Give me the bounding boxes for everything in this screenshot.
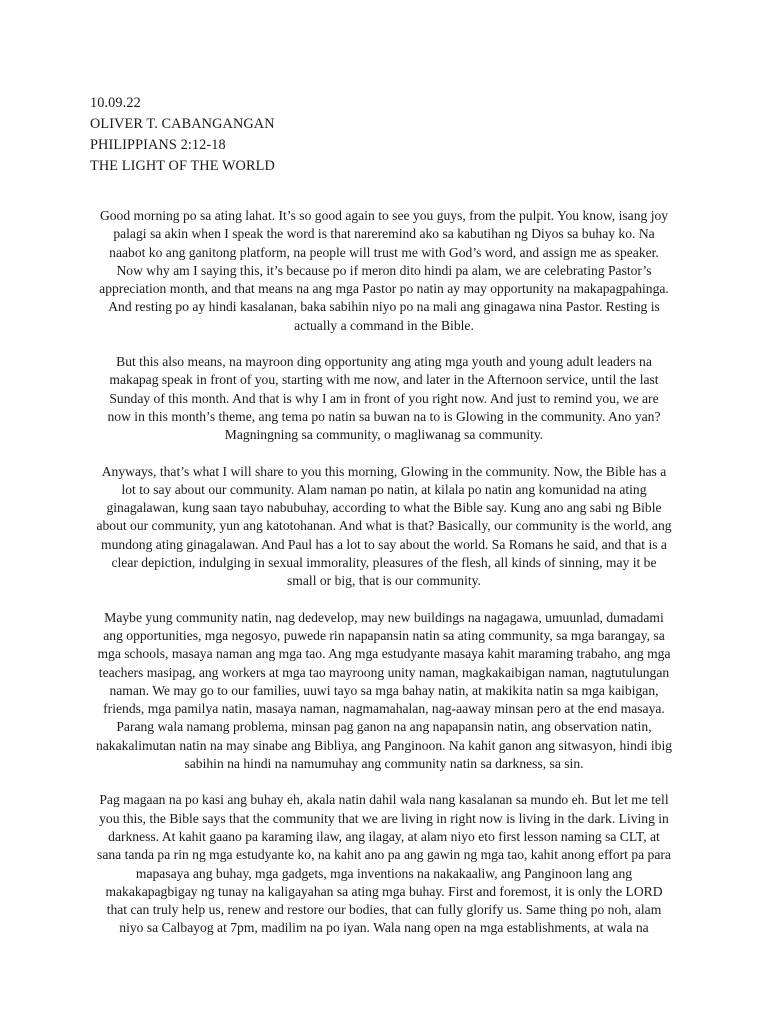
paragraph-line: makakapagbigay ng tunay na kaligayahan sa ating mga buhay. First and foremost, it is only the LORD xyxy=(105,883,663,899)
paragraph-line: naman. We may go to our families, uuwi tayo sa mga bahay natin, at makikita natin sa mga kaibigan, xyxy=(109,682,659,698)
paragraph-line: appreciation month, and that means na ang mga Pastor po natin ay may opportunity na makapagpahinga. xyxy=(99,281,669,297)
paragraph-line: clear depiction, indulging in sexual immorality, pleasures of the flesh, all kinds of sinning, may it be xyxy=(111,555,657,571)
paragraph-line: you this, the Bible says that the community that we are living in right now is living in the dark. Living in xyxy=(99,810,669,826)
paragraph-line: sana tanda pa rin ng mga estudyante ko, na kahit ano pa ang gawin ng mga tao, kahit anong effort pa para xyxy=(97,847,671,863)
paragraph-line: naabot ko ang ganitong platform, na people will trust me with God’s word, and assign me as speaker. xyxy=(109,244,659,260)
paragraph-line: Maybe yung community natin, nag dedevelop, may new buildings na nagagawa, umuunlad, dumadami xyxy=(104,609,664,625)
paragraph-line: Anyways, that’s what I will share to you this morning, Glowing in the community. Now, the Bible has a xyxy=(101,463,667,479)
paragraph-line: Sunday of this month. And that is why I am in front of you right now. And just to remind you, we are xyxy=(109,390,659,406)
scripture-reference: PHILIPPIANS 2:12-18 xyxy=(90,137,226,153)
paragraph-line: mapasaya ang buhay, mga gadgets, mga inventions na nakakaaliw, ang Panginoon lang ang xyxy=(135,865,633,881)
paragraph-line: mundong ating ginagalawan. And Paul has a lot to say about the world. Sa Romans he said, and that is a xyxy=(101,536,667,552)
paragraph xyxy=(82,463,686,591)
paragraph xyxy=(82,609,686,774)
paragraph-line: darkness. At kahit gaano pa karaming ilaw, ang ilagay, at alam niyo eto first lesson naming sa CLT, at xyxy=(108,828,660,844)
paragraph-line: ginagalawan, kung saan tayo nabubuhay, according to what the Bible say. Kung ano ang sabi ng Bible xyxy=(106,500,662,516)
paragraph-line: friends, mga pamilya natin, masaya naman, nagmamahalan, nag-aaway minsan pero at the end masaya. xyxy=(103,701,665,717)
paragraph-line: Now why am I saying this, it’s because po if meron dito hindi pa alam, we are celebrating Pastor’s xyxy=(116,262,652,278)
paragraph-line: small or big, that is our community. xyxy=(287,573,481,589)
paragraph-line: that can truly help us, renew and restore our bodies, that can fully glorify us. Same thing po noh, alam xyxy=(106,902,662,918)
paragraph-line: But this also means, na mayroon ding opportunity ang ating mga youth and young adult leaders na xyxy=(116,354,652,370)
sermon-title: THE LIGHT OF THE WORLD xyxy=(90,158,275,174)
speaker-name: OLIVER T. CABANGANGAN xyxy=(90,116,275,132)
paragraph-line: Magningning sa community, o magliwanag sa community. xyxy=(224,427,544,443)
paragraph xyxy=(82,207,686,335)
paragraph-line: palagi sa akin when I speak the word is that nareremind ako sa kabutihan ng Diyos sa buhay ko. Na xyxy=(113,226,655,242)
sermon-date: 10.09.22 xyxy=(90,95,141,111)
paragraph-line: nakakalimutan natin na may sinabe ang Bibliya, ang Panginoon. Na kahit ganon ang sitwasyon, hindi ibig xyxy=(95,737,673,753)
paragraph-line: And resting po ay hindi kasalanan, baka sabihin niyo po na mali ang ginagawa nina Pastor. Resting is xyxy=(108,299,660,315)
paragraph-line: ang opportunities, mga negosyo, puwede rin napapansin natin sa ating community, sa mga barangay, sa xyxy=(103,627,665,643)
paragraph xyxy=(82,791,686,937)
paragraph-line: mga schools, masaya naman ang mga tao. Ang mga estudyante masaya kahit maraming trabaho, ang mga xyxy=(97,646,671,662)
paragraph-line: now in this month’s theme, ang tema po natin sa buwan na to is Glowing in the community. Ano yan? xyxy=(107,408,661,424)
paragraph-line: about our community, yun ang katotohanan. And what is that? Basically, our community is the world, ang xyxy=(96,518,672,534)
sermon-body xyxy=(82,207,686,938)
paragraph-line: makapag speak in front of you, starting with me now, and later in the Afternoon service, until the last xyxy=(109,372,659,388)
paragraph-line: Pag magaan na po kasi ang buhay eh, akala natin dahil wala nang kasalanan sa mundo eh. But let me tell xyxy=(99,792,669,808)
paragraph-line: lot to say about our community. Alam naman po natin, at kilala po natin ang komunidad na ating xyxy=(121,481,647,497)
paragraph-line: sabihin na hindi na namumuhay ang community natin sa darkness, sa sin. xyxy=(184,756,584,772)
paragraph-line: niyo sa Calbayog at 7pm, madilim na po iyan. Wala nang open na mga establishments, at wala na xyxy=(119,920,649,936)
paragraph-line: actually a command in the Bible. xyxy=(294,317,474,333)
paragraph xyxy=(82,353,686,444)
document-header xyxy=(90,93,275,177)
paragraph-line: teachers masipag, ang workers at mga tao mayroong unity naman, magkakaibigan naman, nagtutulungan xyxy=(98,664,670,680)
paragraph-line: Parang wala namang problema, minsan pag ganon na ang napapansin natin, ang observation natin, xyxy=(116,719,652,735)
paragraph-line: Good morning po sa ating lahat. It’s so good again to see you guys, from the pulpit. You know, isang joy xyxy=(99,208,669,223)
